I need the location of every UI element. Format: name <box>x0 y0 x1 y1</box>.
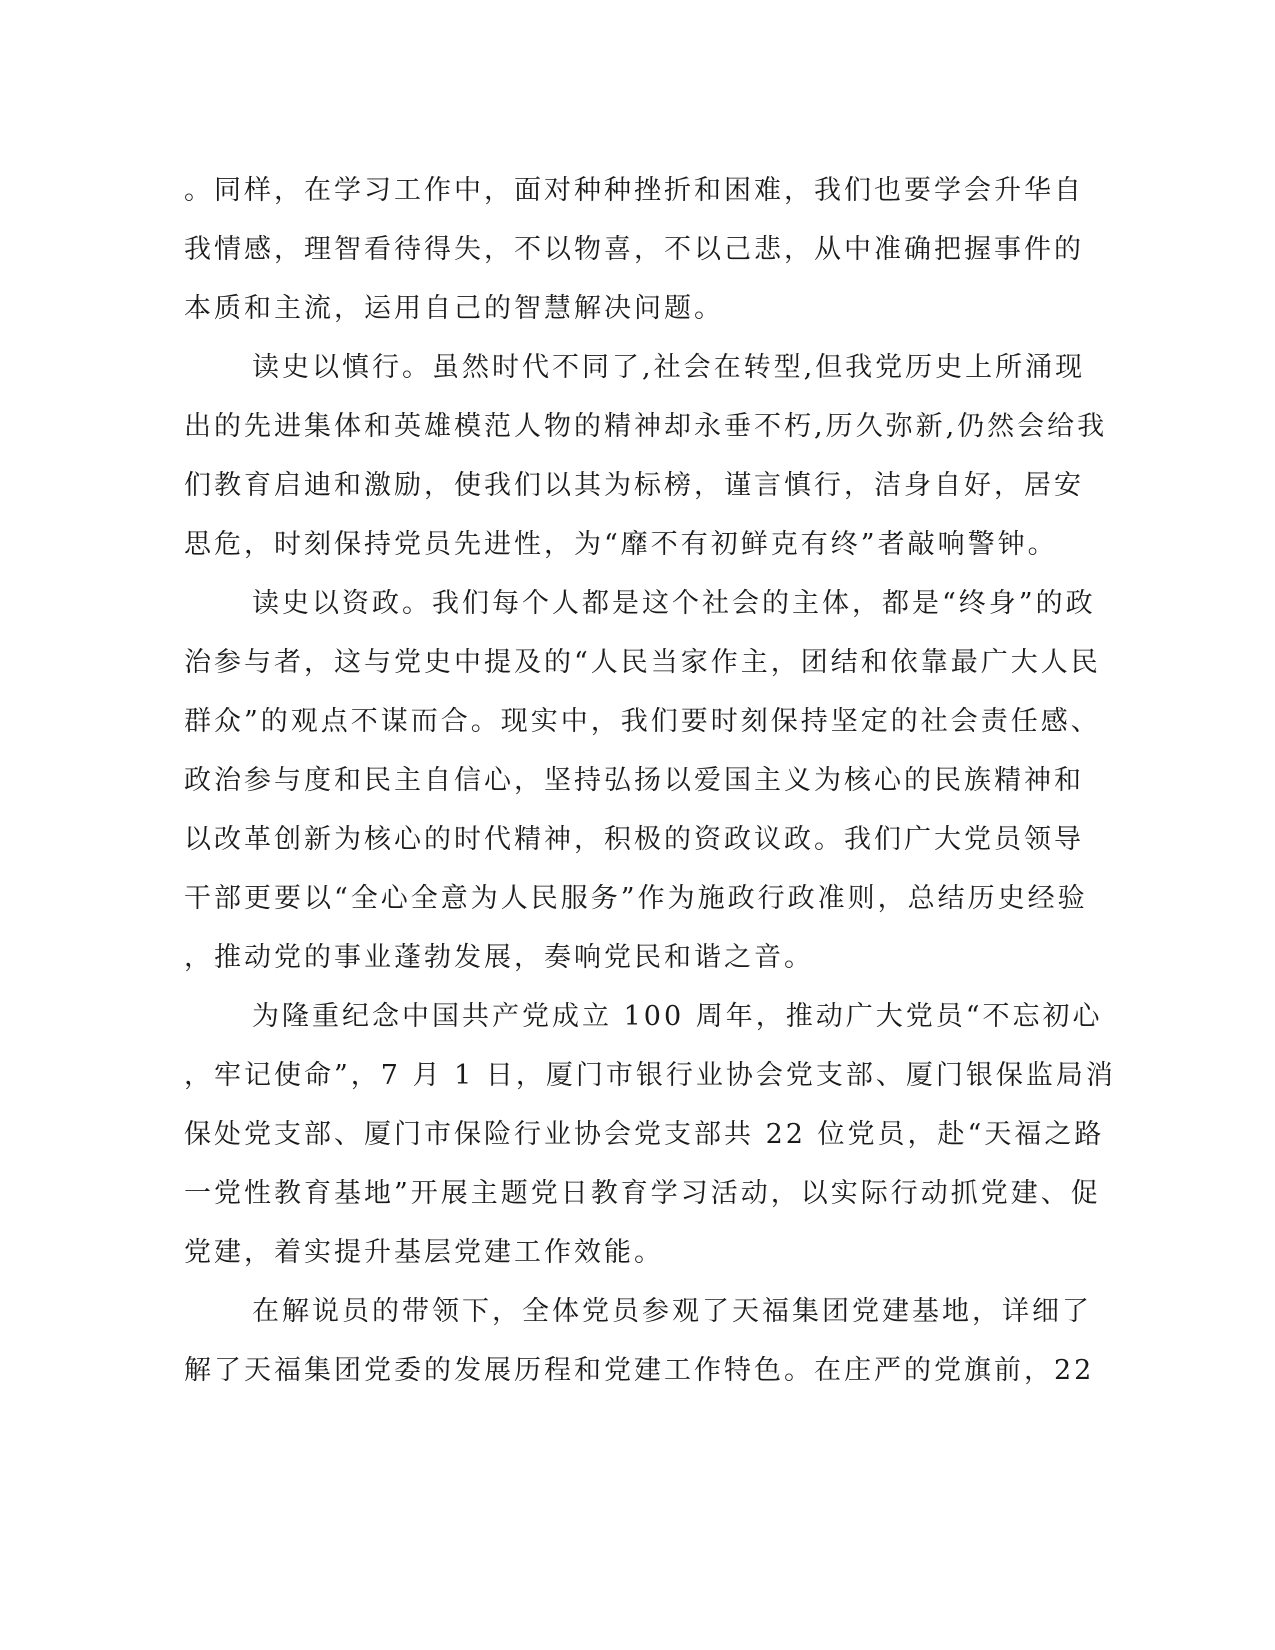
paragraph-line: 读史以资政。我们每个人都是这个社会的主体，都是“终身”的政 <box>252 588 1096 619</box>
paragraph-line: 保处党支部、厦门市保险行业协会党支部共 22 位党员，赴“天福之路 <box>184 1119 1105 1150</box>
document-body <box>184 161 1116 1400</box>
paragraph-line: ，牢记使命”，7 月 1 日，厦门市银行业协会党支部、厦门银保监局消 <box>184 1060 1116 1091</box>
paragraph-line: 。同样，在学习工作中，面对种种挫折和困难，我们也要学会升华自 <box>184 175 1084 206</box>
paragraph-line: 一党性教育基地”开展主题党日教育学习活动，以实际行动抓党建、促 <box>184 1178 1101 1209</box>
paragraph-line: 以改革创新为核心的时代精神，积极的资政议政。我们广大党员领导 <box>184 824 1084 855</box>
paragraph-line: 治参与者，这与党史中提及的“人民当家作主，团结和依靠最广大人民 <box>184 647 1101 678</box>
paragraph-line: 干部更要以“全心全意为人民服务”作为施政行政准则，总结历史经验 <box>184 883 1088 914</box>
paragraph-line: 本质和主流，运用自己的智慧解决问题。 <box>184 293 724 324</box>
paragraph-line: 读史以慎行。虽然时代不同了,社会在转型,但我党历史上所涌现 <box>252 352 1086 383</box>
paragraph-line: 出的先进集体和英雄模范人物的精神却永垂不朽,历久弥新,仍然会给我 <box>184 411 1108 442</box>
paragraph-line: 在解说员的带领下，全体党员参观了天福集团党建基地，详细了 <box>252 1296 1092 1327</box>
paragraph-line: 党建，着实提升基层党建工作效能。 <box>184 1237 664 1268</box>
paragraph-line: ，推动党的事业蓬勃发展，奏响党民和谐之音。 <box>184 942 814 973</box>
paragraph-line: 解了天福集团党委的发展历程和党建工作特色。在庄严的党旗前，22 <box>184 1355 1095 1386</box>
paragraph-line: 为隆重纪念中国共产党成立 100 周年，推动广大党员“不忘初心 <box>252 1001 1103 1032</box>
paragraph-line: 政治参与度和民主自信心，坚持弘扬以爱国主义为核心的民族精神和 <box>184 765 1084 796</box>
paragraph-line: 我情感，理智看待得失，不以物喜，不以己悲，从中准确把握事件的 <box>184 234 1084 265</box>
paragraph-line: 群众”的观点不谋而合。现实中，我们要时刻保持坚定的社会责任感、 <box>184 706 1101 737</box>
paragraph-line: 思危，时刻保持党员先进性，为“靡不有初鲜克有终”者敲响警钟。 <box>184 529 1058 560</box>
paragraph-line: 们教育启迪和激励，使我们以其为标榜，谨言慎行，洁身自好，居安 <box>184 470 1084 501</box>
